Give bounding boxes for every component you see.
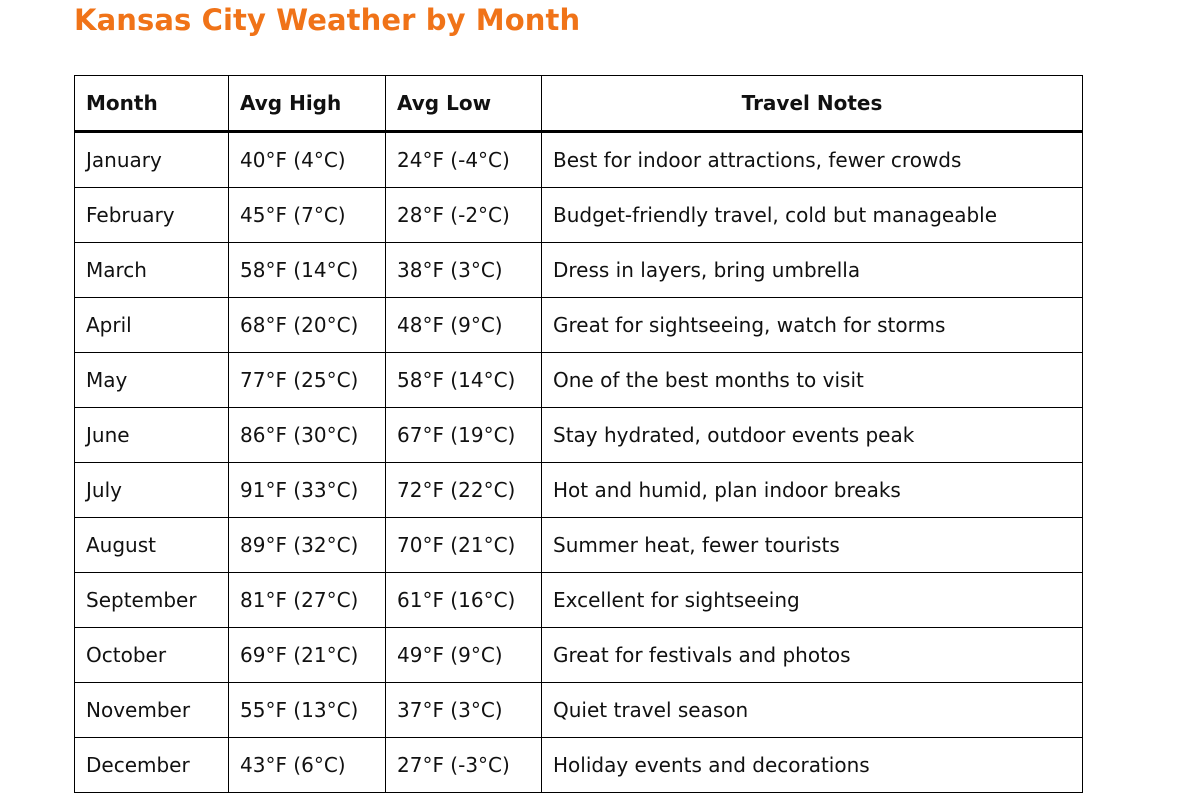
header-travel-notes: Travel Notes xyxy=(542,76,1083,132)
cell-avg-low: 58°F (14°C) xyxy=(386,353,542,408)
cell-month: January xyxy=(75,132,229,188)
cell-month: February xyxy=(75,188,229,243)
weather-table xyxy=(74,75,1083,793)
table-row xyxy=(75,683,1083,738)
cell-month: August xyxy=(75,518,229,573)
table-body xyxy=(75,132,1083,793)
table-row xyxy=(75,738,1083,793)
cell-avg-low: 37°F (3°C) xyxy=(386,683,542,738)
cell-month: April xyxy=(75,298,229,353)
cell-avg-high: 89°F (32°C) xyxy=(229,518,386,573)
cell-avg-high: 86°F (30°C) xyxy=(229,408,386,463)
cell-avg-high: 68°F (20°C) xyxy=(229,298,386,353)
cell-travel-notes: Hot and humid, plan indoor breaks xyxy=(542,463,1083,518)
table-row xyxy=(75,298,1083,353)
table-row xyxy=(75,408,1083,463)
header-month: Month xyxy=(75,76,229,132)
table-row xyxy=(75,353,1083,408)
cell-avg-low: 27°F (-3°C) xyxy=(386,738,542,793)
cell-month: October xyxy=(75,628,229,683)
cell-avg-high: 77°F (25°C) xyxy=(229,353,386,408)
cell-avg-low: 24°F (-4°C) xyxy=(386,132,542,188)
cell-month: March xyxy=(75,243,229,298)
cell-travel-notes: Excellent for sightseeing xyxy=(542,573,1083,628)
cell-travel-notes: One of the best months to visit xyxy=(542,353,1083,408)
cell-month: July xyxy=(75,463,229,518)
cell-travel-notes: Great for sightseeing, watch for storms xyxy=(542,298,1083,353)
cell-month: December xyxy=(75,738,229,793)
cell-avg-low: 61°F (16°C) xyxy=(386,573,542,628)
cell-travel-notes: Best for indoor attractions, fewer crowds xyxy=(542,132,1083,188)
cell-month: May xyxy=(75,353,229,408)
table-row xyxy=(75,628,1083,683)
cell-month: September xyxy=(75,573,229,628)
page-title: Kansas City Weather by Month xyxy=(74,3,581,37)
cell-travel-notes: Summer heat, fewer tourists xyxy=(542,518,1083,573)
header-row xyxy=(75,76,1083,132)
cell-month: June xyxy=(75,408,229,463)
cell-avg-high: 58°F (14°C) xyxy=(229,243,386,298)
cell-avg-low: 70°F (21°C) xyxy=(386,518,542,573)
table-row xyxy=(75,518,1083,573)
cell-avg-high: 45°F (7°C) xyxy=(229,188,386,243)
cell-travel-notes: Holiday events and decorations xyxy=(542,738,1083,793)
table-row xyxy=(75,132,1083,188)
table-row xyxy=(75,573,1083,628)
cell-avg-low: 48°F (9°C) xyxy=(386,298,542,353)
cell-travel-notes: Stay hydrated, outdoor events peak xyxy=(542,408,1083,463)
header-avg-high: Avg High xyxy=(229,76,386,132)
cell-avg-high: 91°F (33°C) xyxy=(229,463,386,518)
table-row xyxy=(75,188,1083,243)
cell-travel-notes: Quiet travel season xyxy=(542,683,1083,738)
cell-avg-high: 69°F (21°C) xyxy=(229,628,386,683)
table-row xyxy=(75,243,1083,298)
cell-avg-high: 40°F (4°C) xyxy=(229,132,386,188)
cell-avg-low: 28°F (-2°C) xyxy=(386,188,542,243)
cell-avg-low: 38°F (3°C) xyxy=(386,243,542,298)
table-row xyxy=(75,463,1083,518)
cell-month: November xyxy=(75,683,229,738)
cell-avg-low: 72°F (22°C) xyxy=(386,463,542,518)
cell-avg-low: 49°F (9°C) xyxy=(386,628,542,683)
cell-avg-high: 81°F (27°C) xyxy=(229,573,386,628)
table-header xyxy=(75,76,1083,132)
cell-avg-high: 43°F (6°C) xyxy=(229,738,386,793)
cell-travel-notes: Great for festivals and photos xyxy=(542,628,1083,683)
cell-avg-high: 55°F (13°C) xyxy=(229,683,386,738)
cell-travel-notes: Budget-friendly travel, cold but manageable xyxy=(542,188,1083,243)
header-avg-low: Avg Low xyxy=(386,76,542,132)
cell-avg-low: 67°F (19°C) xyxy=(386,408,542,463)
cell-travel-notes: Dress in layers, bring umbrella xyxy=(542,243,1083,298)
